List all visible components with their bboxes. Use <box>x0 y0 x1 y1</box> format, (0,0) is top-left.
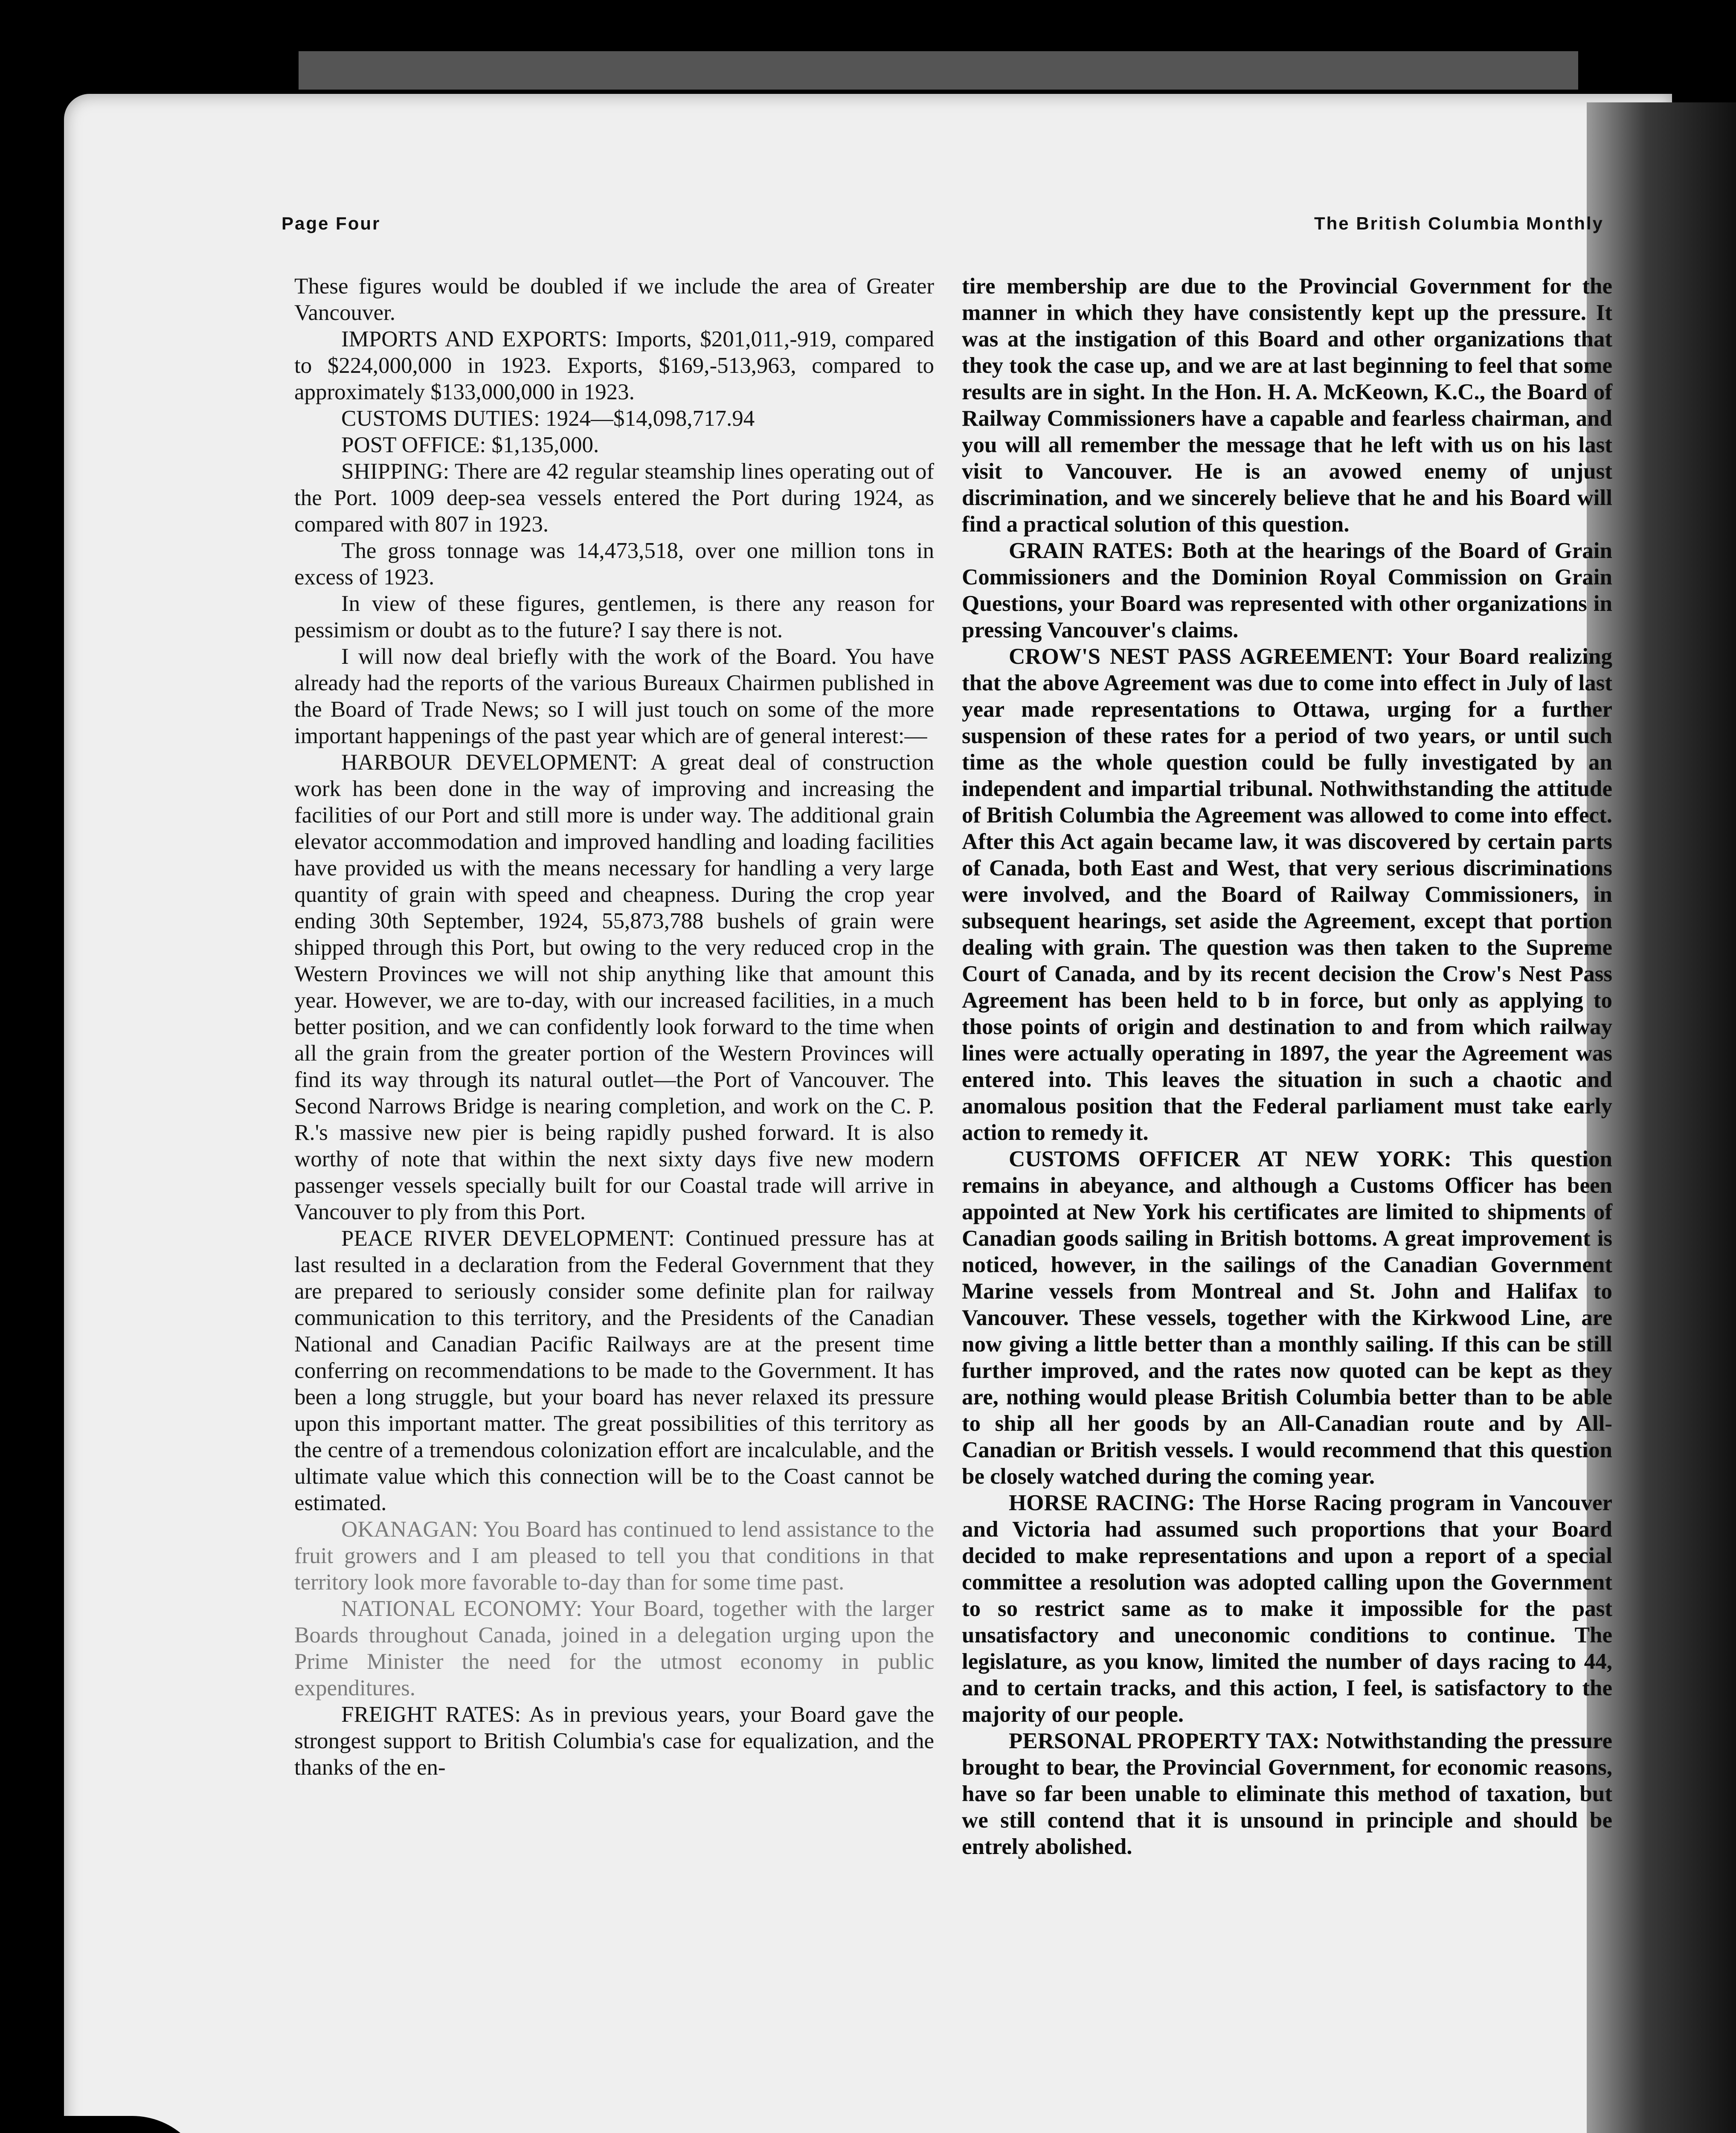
paragraph: I will now deal briefly with the work of the Board. You have already had the reports of the various Bureaux Chairmen published in the Board of Trade News; so I will just touch on some of the more important happenings of the past year which are of general interest:— <box>294 644 934 748</box>
paragraph: HARBOUR DEVELOPMENT: A great deal of construction work has been done in the way of improving and increasing the facilities of our Port and still more is under way. The additional grain elevator accommodation and improved handling and loading facilities have provided us with the means necessary for handling a very large quantity of grain with speed and cheapness. During the crop year ending 30th September, 1924, 55,873,788 bushels of grain were shipped through this Port, but owing to the very reduced crop in the Western Provinces we will not ship anything like that amount this year. However, we are to-day, with our increased facilities, in a much better position, and we can confidently look forward to the time when all the grain from the greater portion of the Western Provinces will find its way through its natural outlet—the Port of Vancouver. The Second Narrows Bridge is nearing completion, and work on the C. P. R.'s massive new pier is being rapidly pushed forward. It is also worthy of note that within the next sixty days five new modern passenger vessels specially built for our Coastal trade will arrive in Vancouver to ply from this Port. <box>294 750 934 1224</box>
paragraph: FREIGHT RATES: As in previous years, your Board gave the strongest support to British Columbia's case for equalization, and the thanks of the en- <box>294 1702 934 1780</box>
page-label: Page Four <box>282 213 381 233</box>
paragraph: GRAIN RATES: Both at the hearings of the Board of Grain Commissioners and the Dominion Royal Commission on Grain Questions, your Board was represented with other organizations in pressing Vancouver's claims. <box>962 538 1612 642</box>
paragraph: NATIONAL ECONOMY: Your Board, together with the larger Boards throughout Canada, joined in a delegation urging upon the Prime Minister the need for the utmost economy in public expenditures. <box>294 1596 934 1700</box>
scan-edge-top <box>299 51 1578 90</box>
paragraph: CROW'S NEST PASS AGREEMENT: Your Board realizing that the above Agreement was due to come into effect in July of last year made representations to Ottawa, urging for a further suspension of these rates for a period of two years, or until such time as the whole question could be fully investigated by an independent and impartial tribunal. Nothwithstanding the attitude of British Columbia the Agreement was allowed to come into effect. After this Act again became law, it was discovered by certain parts of Canada, both East and West, that very serious discriminations were involved, and the Board of Railway Commissioners, in subsequent hearings, set aside the Agreement, except that portion dealing with grain. The question was then taken to the Supreme Court of Canada, and by its recent decision the Crow's Nest Pass Agreement has been held to b in force, but only as applying to those points of origin and destination to and from which railway lines were actually operating in 1897, the year the Agreement was entered into. This leaves the situation in such a chaotic and anomalous position that the Federal parliament must take early action to remedy it. <box>962 644 1612 1145</box>
publication-title: The British Columbia Monthly <box>1314 213 1604 233</box>
paragraph: These figures would be doubled if we include the area of Greater Vancouver. <box>294 274 934 325</box>
paragraph: PERSONAL PROPERTY TAX: Notwithstanding the pressure brought to bear, the Provincial Government, for economic reasons, have so far been unable to eliminate this method of taxation, but we still contend that it is unsound in principle and should be entrely abolished. <box>962 1729 1612 1859</box>
paragraph: CUSTOMS DUTIES: 1924—$14,098,717.94 <box>341 406 755 431</box>
paragraph: HORSE RACING: The Horse Racing program in Vancouver and Victoria had assumed such proportions that your Board decided to make representations and upon a report of a special committee a resolution was adopted calling upon the Government to so restrict same as to make it impossible for the past unsatisfactory and uneconomic conditions to continue. The legislature, as you know, limited the number of days racing to 44, and to certain tracks, and this action, I feel, is satisfactory to the majority of our people. <box>962 1491 1612 1727</box>
right-column <box>962 273 1612 1860</box>
paragraph: CUSTOMS OFFICER AT NEW YORK: This question remains in abeyance, and although a Customs Officer has been appointed at New York his certificates are limited to shipments of Canadian goods sailing in British bottoms. A great improvement is noticed, however, in the sailings of the Canadian Government Marine vessels from Montreal and St. John and Halifax to Vancouver. These vessels, together with the Kirkwood Line, are now giving a little better than a monthly sailing. If this can be still further improved, and the rates now quoted can be kept as they are, nothing would please British Columbia better than to be able to ship all her goods by an All-Canadian route and by All-Canadian or British vessels. I would recommend that this question be closely watched during the coming year. <box>962 1147 1612 1489</box>
paragraph: tire membership are due to the Provincial Government for the manner in which they have consistently kept up the pressure. It was at the instigation of this Board and other organizations that they took the case up, and we are at last beginning to feel that some results are in sight. In the Hon. H. A. McKeown, K.C., the Board of Railway Commissioners have a capable and fearless chairman, and you will all remember the message that he left with us on his last visit to Vancouver. He is an avowed enemy of unjust discrimination, and we sincerely believe that he and his Board will find a practical solution of this question. <box>962 274 1612 537</box>
paragraph: SHIPPING: There are 42 regular steamship lines operating out of the Port. 1009 deep-sea vessels entered the Port during 1924, as compared with 807 in 1923. <box>294 459 934 537</box>
left-column <box>294 273 934 1781</box>
paragraph: OKANAGAN: You Board has continued to lend assistance to the fruit growers and I am pleased to tell you that conditions in that territory look more favorable to-day than for some time past. <box>294 1517 934 1595</box>
paragraph: The gross tonnage was 14,473,518, over one million tons in excess of 1923. <box>294 538 934 590</box>
running-header <box>282 213 1604 239</box>
paragraph: IMPORTS AND EXPORTS: Imports, $201,011,-919, compared to $224,000,000 in 1923. Exports, $169,-513,963, compared to approximately $133,000,000 in 1923. <box>294 327 934 404</box>
paragraph: PEACE RIVER DEVELOPMENT: Continued pressure has at last resulted in a declaration from the Federal Government that they are prepared to seriously consider some definite plan for railway communication to this territory, and the Presidents of the Canadian National and Canadian Pacific Railways are at the present time conferring on recommendations to be made to the Government. It has been a long struggle, but your board has never relaxed its pressure upon this important matter. The great possibilities of this territory as the centre of a tremendous colonization effort are incalculable, and the ultimate value which this connection will be to the Coast cannot be estimated. <box>294 1226 934 1515</box>
paragraph: POST OFFICE: $1,135,000. <box>341 433 599 457</box>
paragraph: In view of these figures, gentlemen, is there any reason for pessimism or doubt as to the future? I say there is not. <box>294 591 934 642</box>
